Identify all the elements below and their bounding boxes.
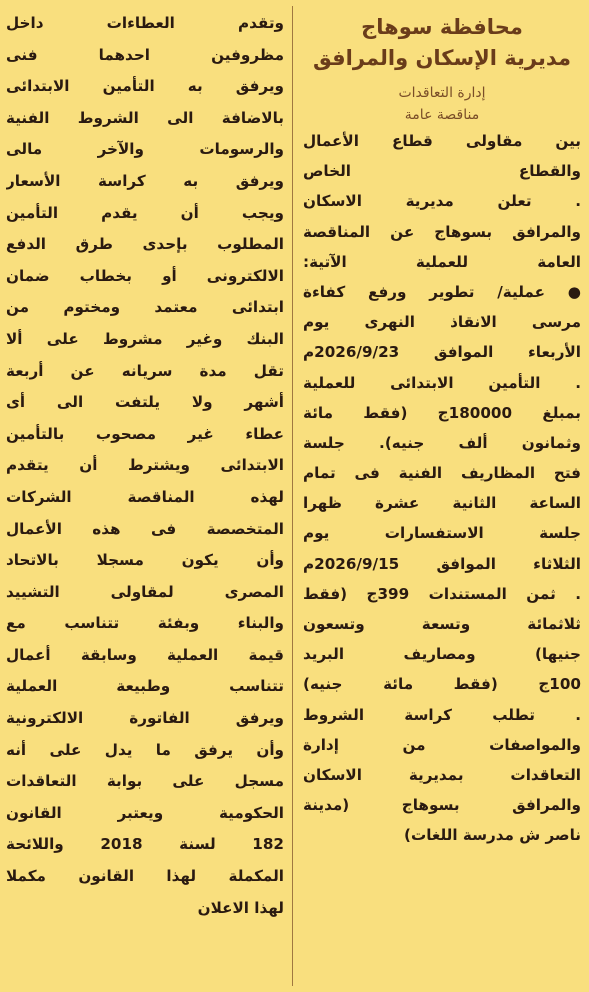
department-label: إدارة التعاقدات	[398, 85, 486, 101]
text-line: ويرفق به التأمين الابتدائى	[6, 77, 284, 96]
text-line: والبناء وبفئة تتناسب مع	[6, 614, 284, 633]
text-line: عطاء غير مصحوب بالتأمين	[6, 424, 284, 443]
text-line: الابتدائى ويشترط أن يتقدم	[6, 456, 284, 475]
text-line: لهذا الاعلان	[197, 898, 284, 917]
text-line: جلسة الاستفسارات يوم	[303, 524, 581, 543]
text-line: ● عملية/ تطوير ورفع كفاءة	[303, 282, 581, 301]
text-line: المتخصصة فى هذه الأعمال	[6, 519, 284, 538]
text-line: الالكترونى أو بخطاب ضمان	[6, 266, 284, 285]
text-line: والمرافق بسوهاج (مدينة	[303, 796, 581, 815]
text-line: . التأمين الابتدائى للعملية	[303, 373, 581, 392]
text-line: . تعلن مديرية الاسكان	[303, 192, 581, 211]
text-line: المصرى لمقاولى التشييد	[6, 582, 284, 601]
text-line: . ثمن المستندات 399ج (فقط	[303, 584, 581, 603]
tender-type-label: مناقصة عامة	[404, 107, 480, 123]
text-line: 182 لسنة 2018 واللائحة	[6, 835, 284, 854]
text-line: والمرافق بسوهاج عن المناقصة	[303, 222, 581, 241]
text-line: التعاقدات بمديرية الاسكان	[303, 765, 581, 784]
text-line: المطلوب بإحدى طرق الدفع	[6, 235, 284, 254]
text-line: الحكومية ويعتبر القانون	[6, 803, 284, 822]
text-line: والقطاع الخاص	[303, 162, 581, 181]
right-column	[299, 0, 589, 992]
governorate-title: محافظة سوهاج	[361, 15, 523, 39]
text-line: مظروفين احدهما فنى	[6, 45, 284, 64]
left-body-text	[6, 8, 284, 924]
text-line: أشهر ولا يلتفت الى أى	[6, 393, 284, 412]
directorate-title: مديرية الإسكان والمرافق	[313, 46, 571, 70]
text-line: العامة للعملية الآتية:	[303, 252, 581, 271]
text-line: بالاضافة الى الشروط الفنية	[6, 108, 284, 127]
text-line: المكملة لهذا القانون مكملا	[6, 867, 284, 886]
text-line: الثلاثاء الموافق 2026/9/15م	[303, 554, 581, 573]
text-line: بمبلغ 180000ج (فقط مائة	[303, 403, 581, 422]
text-line: البنك وغير مشروط على ألا	[6, 329, 284, 348]
text-line: ويرفق الفاتورة الالكترونية	[6, 709, 284, 728]
text-line: وأن يكون مسجلا بالاتحاد	[6, 551, 284, 570]
right-body-text	[303, 126, 581, 851]
text-line: لهذه المناقصة الشركات	[6, 487, 284, 506]
text-line: وثمانون ألف جنيه). جلسة	[303, 433, 581, 452]
text-line: وتقدم العطاءات داخل	[6, 14, 284, 32]
column-divider	[292, 6, 293, 986]
text-line: وأن يرفق ما يدل على أنه	[6, 740, 284, 759]
text-line: 100ج (فقط مائة جنيه)	[303, 675, 581, 694]
text-line: بين مقاولى قطاع الأعمال	[303, 132, 581, 150]
text-line: ويرفق به كراسة الأسعار	[6, 171, 284, 190]
text-line: قيمة العملية وسابقة أعمال	[6, 645, 284, 664]
text-line: الأربعاء الموافق 2026/9/23م	[303, 343, 581, 362]
text-line: . تطلب كراسة الشروط	[303, 705, 581, 724]
text-line: ويجب أن يقدم التأمين	[6, 203, 284, 222]
text-line: تقل مدة سريانه عن أربعة	[6, 361, 284, 380]
text-line: والرسومات والآخر مالى	[6, 140, 284, 159]
text-line: مرسى الانقاذ النهرى يوم	[303, 313, 581, 332]
text-line: ثلاثمائة وتسعة وتسعون	[303, 615, 581, 633]
left-column	[0, 0, 290, 992]
text-line: ناصر ش مدرسة اللغات)	[404, 826, 581, 845]
text-line: تتناسب وطبيعة العملية	[6, 677, 284, 696]
text-line: فتح المظاريف الفنية فى تمام	[303, 464, 581, 483]
text-line: ابتدائى معتمد ومختوم من	[6, 298, 284, 317]
text-line: والمواصفات من إدارة	[303, 735, 581, 754]
text-line: جنيها) ومصاريف البريد	[303, 645, 581, 664]
text-line: الساعة الثانية عشرة ظهرا	[303, 494, 581, 513]
text-line: مسجل على بوابة التعاقدات	[6, 772, 284, 791]
